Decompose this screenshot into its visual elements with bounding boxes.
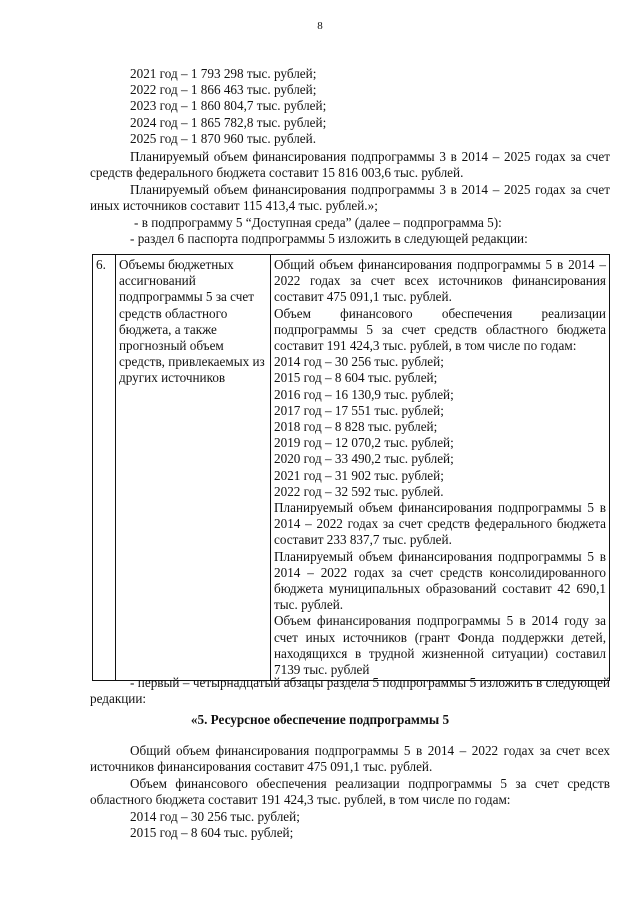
- year-line: 2015 год – 8 604 тыс. рублей;: [130, 825, 294, 841]
- item-subprogram-5: - в подпрограмму 5 “Доступная среда” (далее – подпрограмма 5):: [134, 215, 502, 230]
- item-section-5: [90, 675, 610, 707]
- bottom-year-list: [90, 809, 610, 841]
- year-line: 2017 год – 17 551 тыс. рублей;: [274, 402, 444, 418]
- table-row: [93, 255, 610, 681]
- item-section-5-text: - первый – четырнадцатый абзацы раздела 5 подпрограммы 5 изложить в следующей редакции:: [90, 675, 610, 707]
- year-line: 2019 год – 12 070,2 тыс. рублей;: [274, 435, 454, 451]
- paragraph-other-sources: [90, 182, 610, 214]
- year-line: 2024 год – 1 865 782,8 тыс. рублей;: [130, 114, 327, 130]
- year-line: 2018 год – 8 828 тыс. рублей;: [274, 419, 438, 435]
- year-line: 2023 год – 1 860 804,7 тыс. рублей;: [130, 98, 327, 114]
- regional-funding: Объем финансового обеспечения реализации подпрограммы 5 за счет средств областного бюджета составит 191 424,3 тыс. рублей, в том числе по годам:: [274, 305, 606, 354]
- section-heading: «5. Ресурсное обеспечение подпрограммы 5: [190, 712, 450, 727]
- bottom-total-paragraph: [90, 743, 610, 775]
- year-line: 2021 год – 1 793 298 тыс. рублей;: [130, 66, 317, 81]
- bottom-regional-text: Объем финансового обеспечения реализации подпрограммы 5 за счет средств областного бюджета составит 191 424,3 тыс. рублей, в том числе по годам:: [90, 776, 610, 808]
- item-section-6: - раздел 6 паспорта подпрограммы 5 изложить в следующей редакции:: [130, 231, 528, 247]
- total-funding: Общий объем финансирования подпрограммы 5 в 2014 – 2022 годах за счет всех источников финансирования составит 475 091,1 тыс. рублей.: [274, 257, 606, 305]
- row-label: Объемы бюджетных ассигнований подпрограммы 5 за счет средств областного бюджета, а также прогнозный объем средств, привлекаемых из других источников: [116, 255, 271, 681]
- year-line: 2014 год – 30 256 тыс. рублей;: [130, 809, 300, 824]
- federal-funding: Планируемый объем финансирования подпрограммы 5 в 2014 – 2022 годах за счет средств федерального бюджета составит 233 837,7 тыс. рублей.: [274, 500, 606, 548]
- year-line: 2022 год – 32 592 тыс. рублей.: [274, 483, 444, 499]
- paragraph-federal-text: Планируемый объем финансирования подпрограммы 3 в 2014 – 2025 годах за счет средств федерального бюджета составит 15 816 003,6 тыс. рублей.: [90, 149, 610, 181]
- bottom-regional-paragraph: [90, 776, 610, 808]
- paragraph-federal: [90, 149, 610, 181]
- row-number: 6.: [93, 255, 116, 681]
- municipal-funding: Планируемый объем финансирования подпрограммы 5 в 2014 – 2022 годах за счет средств консолидированного бюджета муниципальных образований составит 42 690,1 тыс. рублей.: [274, 548, 606, 613]
- year-line: 2021 год – 31 902 тыс. рублей;: [274, 467, 444, 483]
- top-year-list: [90, 66, 610, 147]
- paragraph-other-text: Планируемый объем финансирования подпрограммы 3 в 2014 – 2025 годах за счет иных источников составит 115 413,4 тыс. рублей.»;: [90, 182, 610, 214]
- other-funding: Объем финансирования подпрограммы 5 в 2014 году за счет иных источников (грант Фонда поддержки детей, находящихся в трудной жизненной ситуации) составил 7139 тыс. рублей: [274, 613, 606, 678]
- year-line: 2020 год – 33 490,2 тыс. рублей;: [274, 451, 454, 467]
- page-number: 8: [317, 20, 323, 32]
- amendment-items: [90, 215, 610, 247]
- year-line: 2016 год – 16 130,9 тыс. рублей;: [274, 386, 454, 402]
- year-line: 2014 год – 30 256 тыс. рублей;: [274, 354, 444, 370]
- year-line: 2015 год – 8 604 тыс. рублей;: [274, 370, 438, 386]
- year-line: 2022 год – 1 866 463 тыс. рублей;: [130, 82, 317, 98]
- year-line: 2025 год – 1 870 960 тыс. рублей.: [130, 130, 316, 146]
- bottom-total-text: Общий объем финансирования подпрограммы 5 в 2014 – 2022 годах за счет всех источников финансирования составит 475 091,1 тыс. рублей.: [90, 743, 610, 775]
- row-content: [271, 255, 610, 681]
- passport-table: [92, 254, 610, 681]
